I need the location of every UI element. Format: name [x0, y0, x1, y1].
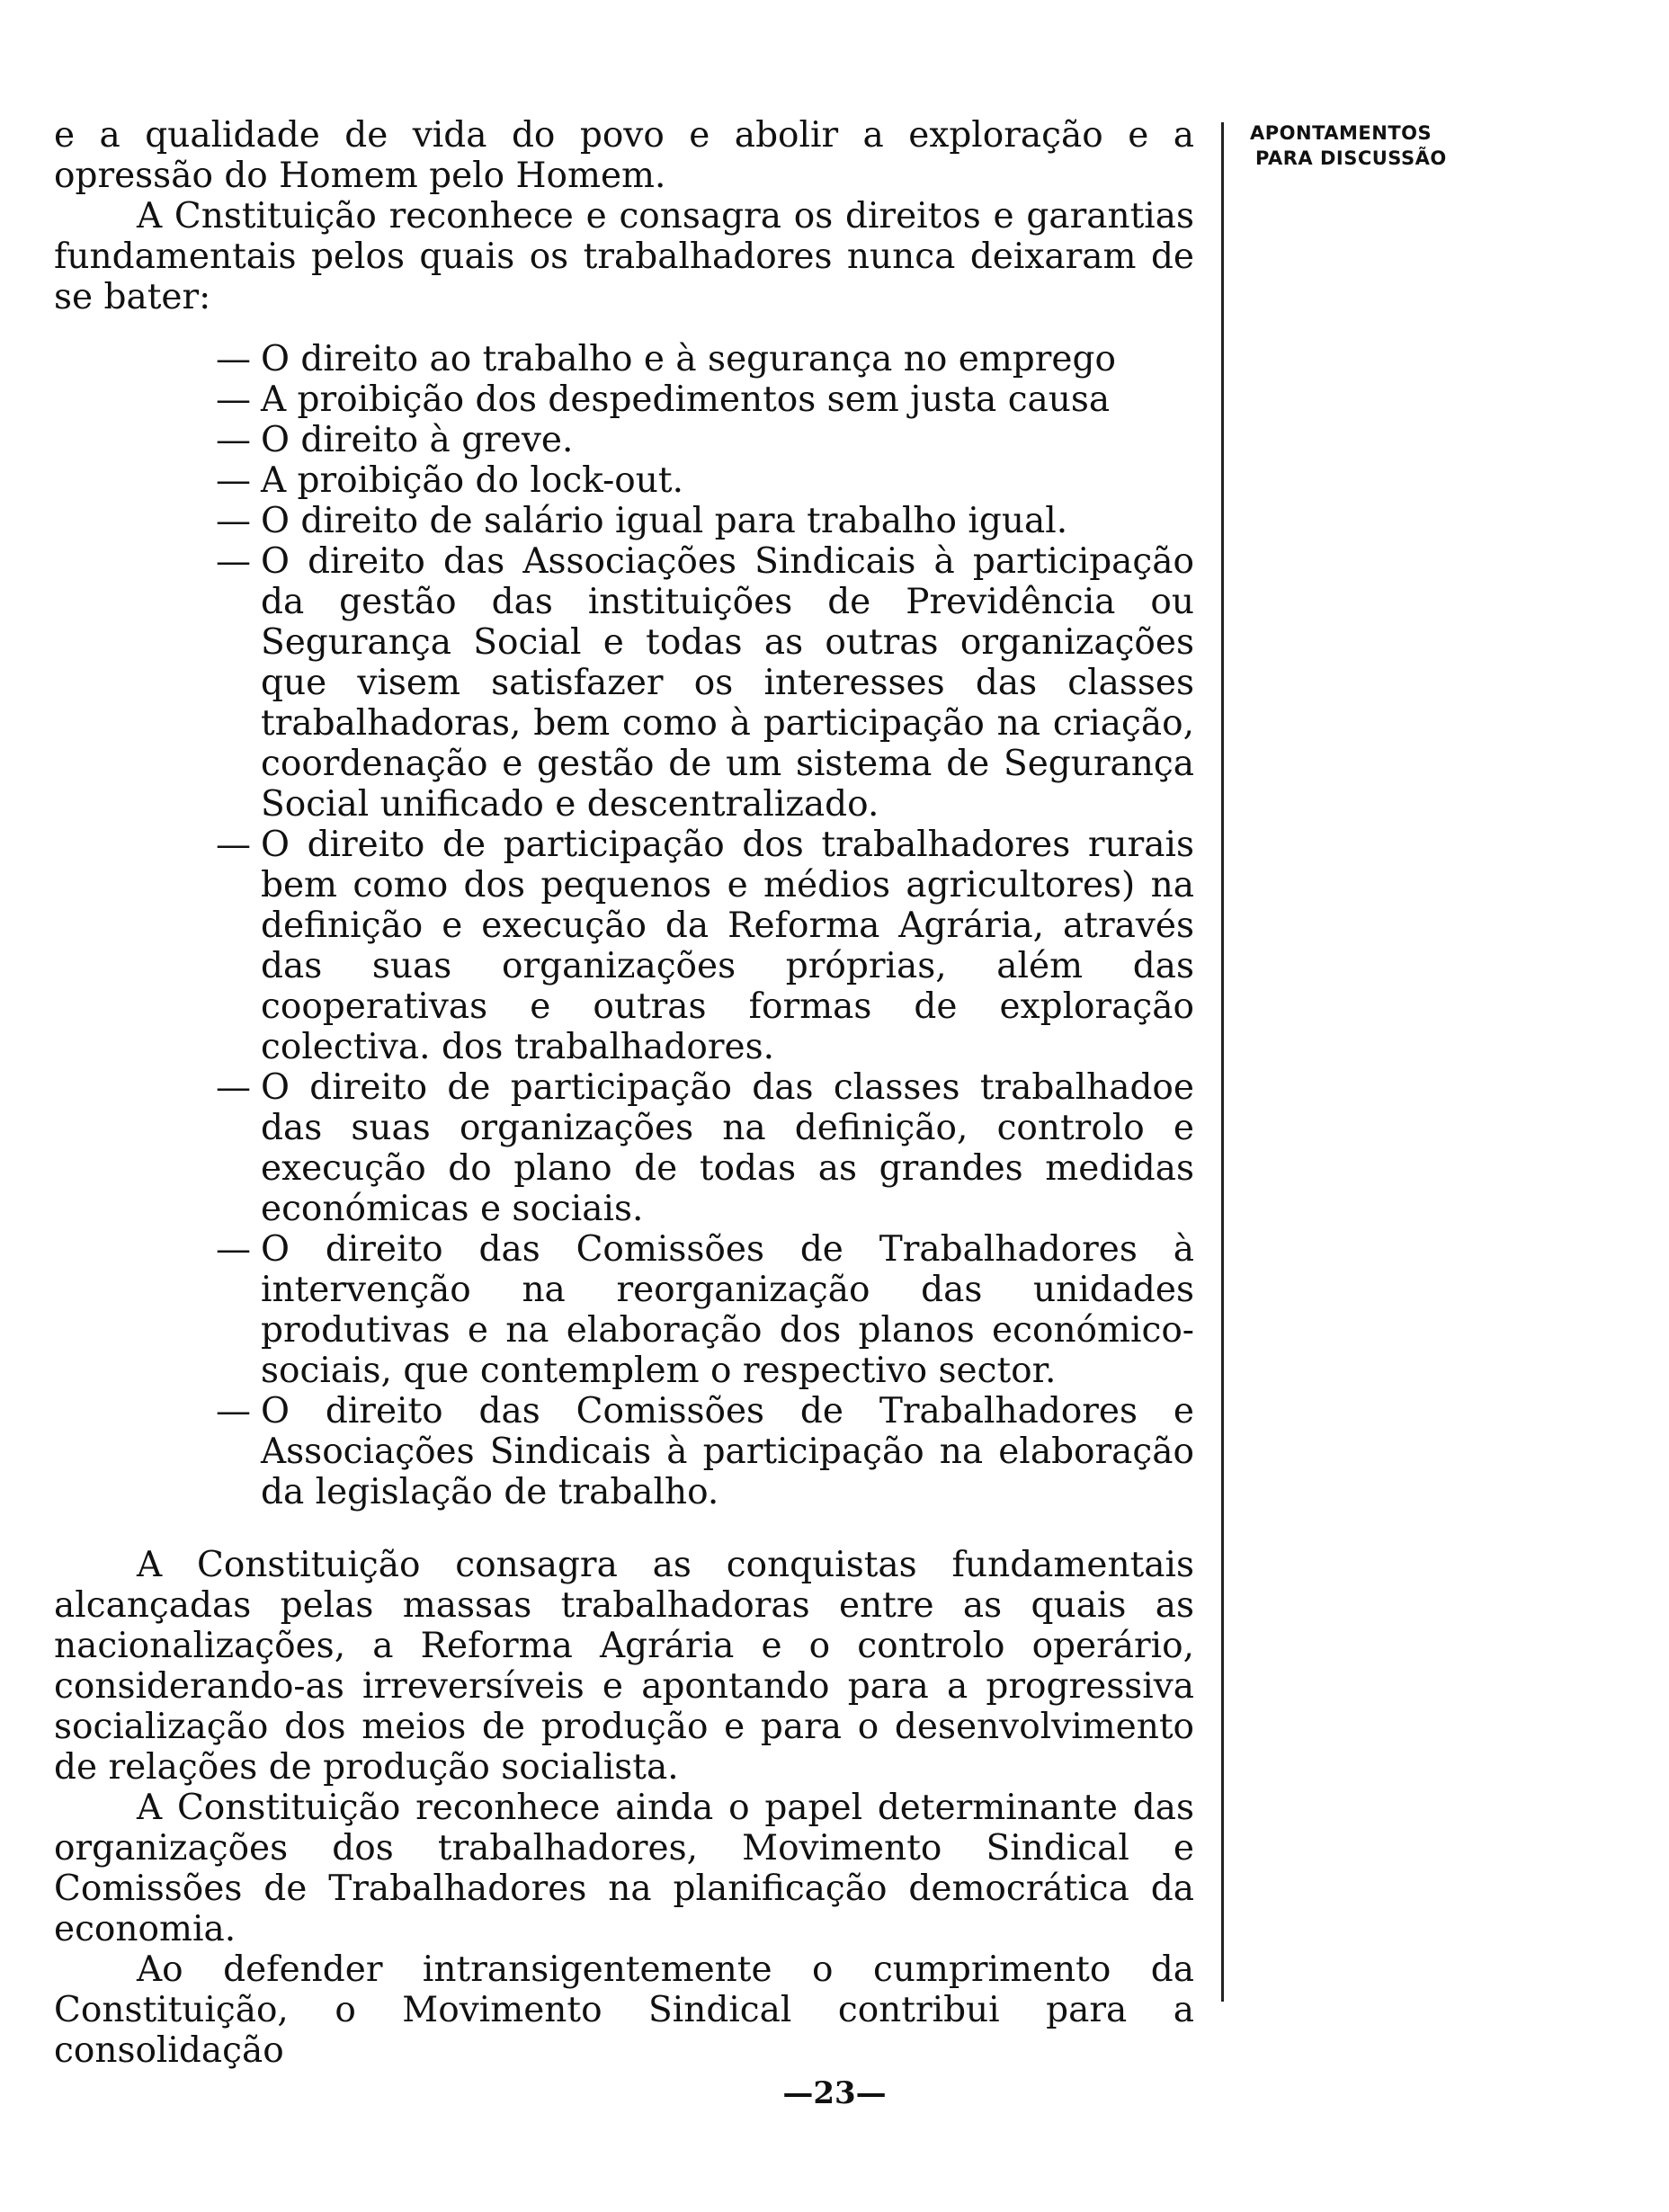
rights-list-item	[216, 339, 1194, 379]
rights-list-item	[216, 460, 1194, 501]
rights-list-item	[216, 541, 1194, 825]
rights-list-item	[216, 825, 1194, 1067]
dash-bullet: —	[216, 1067, 251, 1108]
main-text-column	[54, 115, 1194, 2071]
dash-bullet: —	[216, 379, 251, 420]
rights-list-item	[216, 501, 1194, 541]
rights-intro-paragraph: A Cnstituição reconhece e consagra os direitos e garantias fundamentais pelos quais os trabalhadores nunca deixaram de se bater:	[54, 196, 1194, 317]
rights-item-text: O direito de salário igual para trabalho igual.	[261, 501, 1068, 541]
rights-list-item	[216, 1391, 1194, 1512]
margin-note	[1250, 120, 1447, 171]
rights-list-item	[216, 1067, 1194, 1229]
rights-item-text: O direito à greve.	[261, 420, 574, 460]
dash-bullet: —	[216, 1391, 251, 1432]
defense-paragraph: Ao defender intransigentemente o cumprimento da Constituição, o Movimento Sindical contribui para a consolidação	[54, 1949, 1194, 2071]
dash-bullet: —	[216, 501, 251, 541]
rights-item-text: O direito de participação dos trabalhadores rurais bem como dos pequenos e médios agricultores) na definição e execução da Reforma Agrária, através das suas organizações próprias, além das cooperativas e outras formas de exploração colectiva. dos trabalhadores.	[261, 825, 1194, 1067]
rights-item-text: O direito das Comissões de Trabalhadores à intervenção na reorganização das unidades produtivas e na elaboração dos planos económico-sociais, que contemplem o respectivo sector.	[261, 1229, 1194, 1391]
rights-item-text: A proibição dos despedimentos sem justa causa	[261, 379, 1111, 420]
rights-list	[54, 339, 1194, 1512]
continuation-paragraph: e a qualidade de vida do povo e abolir a exploração e a opressão do Homem pelo Homem.	[54, 115, 1194, 196]
rights-list-item	[216, 420, 1194, 460]
dash-bullet: —	[216, 1229, 251, 1270]
rights-list-item	[216, 1229, 1194, 1391]
page-number: —23—	[782, 2075, 887, 2111]
margin-vertical-rule	[1221, 122, 1224, 2002]
rights-item-text: A proibição do lock-out.	[261, 460, 683, 501]
rights-list-item	[216, 379, 1194, 420]
rights-item-text: O direito ao trabalho e à segurança no emprego	[261, 339, 1116, 379]
conquests-paragraph: A Constituição consagra as conquistas fundamentais alcançadas pelas massas trabalhadoras entre as quais as nacionalizações, a Reforma Agrária e o controlo operário, considerando-as irreversíveis e apontando para a progressiva socialização dos meios de produção e para o desenvolvimento de relações de produção socialista.	[54, 1545, 1194, 1788]
dash-bullet: —	[216, 541, 251, 582]
dash-bullet: —	[216, 825, 251, 865]
margin-note-title: APONTAMENTOS	[1250, 122, 1432, 144]
dash-bullet: —	[216, 339, 251, 379]
role-paragraph: A Constituição reconhece ainda o papel determinante das organizações dos trabalhadores, Movimento Sindical e Comissões de Trabalhadores na planificação democrática da economia.	[54, 1788, 1194, 1949]
rights-item-text: O direito das Comissões de Trabalhadores e Associações Sindicais à participação na elaboração da legislação de trabalho.	[261, 1391, 1194, 1512]
rights-item-text: O direito de participação das classes trabalhadoe das suas organizações na definição, controlo e execução do plano de todas as grandes medidas económicas e sociais.	[261, 1067, 1194, 1229]
margin-note-subtitle: PARA DISCUSSÃO	[1255, 147, 1447, 169]
rights-item-text: O direito das Associações Sindicais à participação da gestão das instituições de Previdência ou Segurança Social e todas as outras organizações que visem satisfazer os interesses das classes trabalhadoras, bem como à participação na criação, coordenação e gestão de um sistema de Segurança Social unificado e descentralizado.	[261, 541, 1194, 825]
dash-bullet: —	[216, 460, 251, 501]
dash-bullet: —	[216, 420, 251, 460]
